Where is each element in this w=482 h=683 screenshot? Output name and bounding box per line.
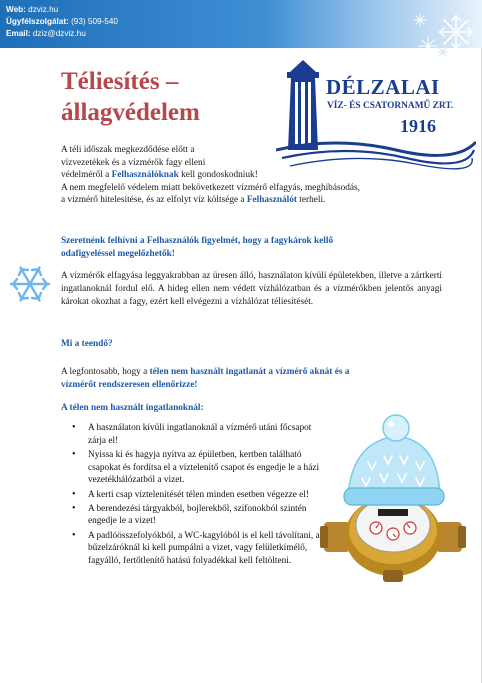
service-line (6, 16, 118, 28)
phone-number: (93) 509-540 (71, 17, 118, 26)
intro-line: védelméről a Felhasználóknak kell gondoskodniuk! (61, 170, 258, 181)
snowflake-icon (8, 262, 52, 306)
unused-properties-heading: A télen nem használt ingatlanoknál: (61, 403, 204, 413)
intro-line: a vízmérő hitelesítése, és az elfolyt víz költsége a Felhasználót terheli. (61, 195, 326, 206)
email-line (6, 28, 118, 40)
notice-text (61, 235, 442, 260)
list-item: • A használaton kívüli ingatlanoknál a vízmérő utáni főcsapot zárja el! (70, 422, 320, 447)
what-to-do-heading: Mi a teendő? (61, 339, 113, 349)
page-title (61, 66, 251, 128)
web-label: Web: (6, 5, 26, 14)
list-item: • A padlóösszefolyókból, a WC-kagylóból is el kell távolítani, a bűzelzáróknál ki kell pumpálni a vizet, vagy felületkímélő, fagyálló, fertőtlenítő hatású folyadékkal kell feltölteni. (70, 530, 320, 568)
email-link[interactable]: dziz@dzviz.hu (32, 29, 86, 38)
what-to-do-text: A legfontosabb, hogy a télen nem használt ingatlanát a vízmérő aknát és a vízmérőt rendszeresen ellenőrizze! (61, 366, 445, 391)
intro-paragraph (61, 144, 441, 207)
body-paragraph: A vízmérők elfagyása leggyakrabban az üresen álló, használaton kívüli épületekben, illetve a zártkerti ingatlanoknál fordul elő. A hideg ellen nem védett vízhálózatban és a vízmérőkben jelentős anyagi károkat okozhat a fagy, ezért kell elvégezni a vízhálózat téliesítését. (61, 271, 442, 307)
intro-line: A nem megfelelő védelem miatt bekövetkezett vízmérő elfagyás, meghibásodás, (61, 182, 360, 193)
logo-subtitle: VÍZ- ÉS CSATORNAMŰ ZRT. (327, 101, 454, 111)
header-band (0, 0, 482, 48)
email-label: Email: (6, 29, 31, 38)
web-line (6, 4, 118, 16)
list-item: • A berendezési tárgyakból, bojlerekből, szifonokból szintén engedje le a vizet! (70, 503, 320, 528)
logo-name: DÉLZALAI (326, 75, 440, 99)
logo-year: 1916 (400, 116, 436, 136)
snowflakes-decoration (358, 6, 478, 62)
intro-line: A téli időszak megkezdődése előtt a (61, 145, 195, 155)
web-link[interactable]: dzviz.hu (28, 5, 59, 14)
title-line-1: Téliesítés – (61, 68, 179, 95)
what-to-do-highlight: vízmérőt rendszeresen ellenőrizze! (61, 379, 198, 390)
highlight-user: Felhasználót (246, 195, 297, 206)
intro-line: vízvezetékek és a vízmérők fagy elleni (61, 157, 206, 168)
what-to-do-highlight: télen nem használt ingatlanát a vízmérő aknát és a (149, 367, 350, 377)
list-item: • Nyissa ki és hagyja nyitva az épületben, kertben található csapokat és fordítsa el a víztelenítő csapot és engedje le a házi vezetékhálózatból a vizet. (70, 449, 320, 487)
instructions-list (70, 422, 320, 569)
water-meter-with-hat-illustration (318, 404, 468, 594)
service-label: Ügyfélszolgálat: (6, 17, 69, 26)
highlight-users: Felhasználóknak (111, 170, 179, 181)
contact-info (6, 4, 118, 40)
notice-line: Szeretnénk felhívni a Felhasználók figyelmét, hogy a fagykárok kellő (61, 236, 334, 246)
list-item: • A kerti csap víztelenítését télen minden esetben végezze el! (70, 489, 320, 502)
title-line-2: állagvédelem (61, 99, 200, 126)
notice-line: odafigyeléssel megelőzhetők! (61, 248, 175, 259)
